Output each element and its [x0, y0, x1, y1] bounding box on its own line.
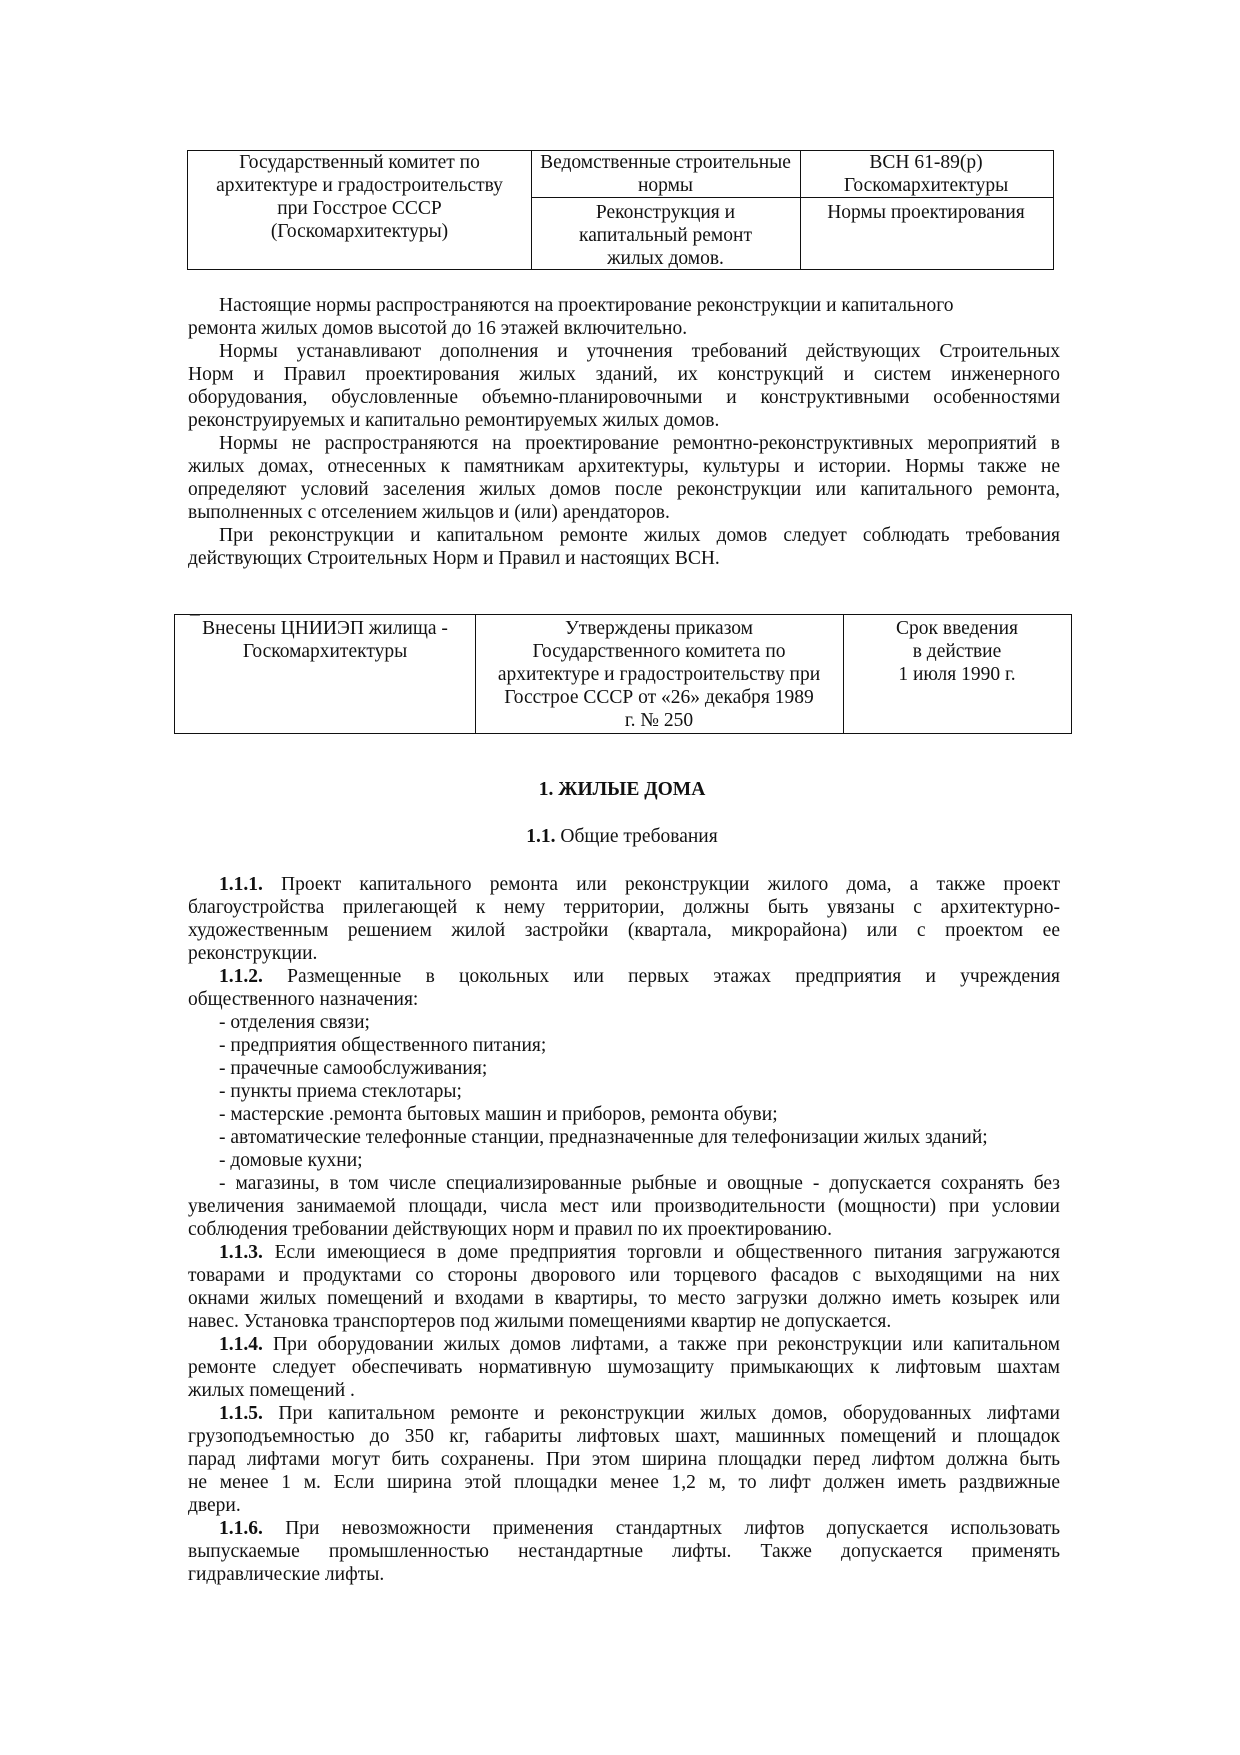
cell-line: Реконструкция и	[595, 202, 736, 223]
clause-1-1-5	[188, 1402, 1060, 1517]
text-line: - прачечные самообслуживания;	[219, 1058, 488, 1079]
text-line: определяют условий заселения жилых домов после реконструкции или капитального ремонта,	[188, 479, 1060, 500]
body-text	[188, 873, 1060, 1586]
text-line: - мастерские .ремонта бытовых машин и приборов, ремонта обуви;	[219, 1104, 778, 1125]
clause-number: 1.1.4.	[219, 1334, 263, 1355]
text-line: действующих Строительных Норм и Правил и настоящих ВСН.	[188, 548, 720, 569]
text-line	[188, 1333, 1060, 1356]
approval-table	[174, 614, 1072, 734]
header-table	[187, 150, 1054, 270]
cell-line: 1 июля 1990 г.	[898, 664, 1016, 685]
text-line: соблюдения требовании действующих норм и правил по их проектированию.	[188, 1219, 832, 1240]
cell-line: г. № 250	[624, 710, 694, 731]
paragraph	[188, 432, 1060, 524]
text-line: художественным решением жилой застройки (квартала, микрорайона) или с проектом ее	[188, 920, 1060, 941]
text-line: жилых помещений .	[188, 1380, 355, 1401]
clause-1-1-2	[188, 965, 1060, 1011]
cell-line: Срок введения	[896, 618, 1018, 639]
clause-number: 1.1.5.	[219, 1403, 263, 1424]
text-line: выпускаемые промышленностью нестандартные лифты. Также допускается применять	[188, 1541, 1060, 1562]
cell-line: Государственного комитета по	[532, 641, 786, 662]
header-doc-type-cell	[531, 151, 800, 197]
header-code-cell	[800, 151, 1052, 197]
text-line	[188, 965, 1060, 988]
approved-by-cell	[475, 617, 843, 732]
text-line: реконструкции.	[188, 943, 318, 964]
subsection-number: 1.1.	[526, 826, 556, 847]
text-line: грузоподъемностью до 350 кг, габариты лифтовых шахт, машинных помещений и площадок	[188, 1426, 1060, 1447]
text-line: не менее 1 м. Если ширина этой площадки менее 1,2 м, то лифт должен иметь раздвижные	[188, 1472, 1060, 1493]
separator-mark: _	[190, 597, 200, 618]
text-line: выполненных с отселением жильцов и (или) арендаторов.	[188, 502, 670, 523]
cell-line: Нормы проектирования	[827, 202, 1025, 223]
text-line: - пункты приема стеклотары;	[219, 1081, 462, 1102]
text-line	[188, 1241, 1060, 1264]
header-subject-cell	[531, 201, 800, 270]
subsection-title	[0, 825, 1240, 848]
subsection-label: Общие требования	[555, 826, 718, 847]
text-line: увеличения занимаемой площади, числа мест или производительности (мощности) при условии	[188, 1196, 1060, 1217]
cell-line: Госкомархитектуры	[242, 641, 408, 662]
cell-line: Госкомархитектуры	[843, 175, 1009, 196]
text-line: - предприятия общественного питания;	[219, 1035, 547, 1056]
clause-1-1-1	[188, 873, 1060, 965]
clause-text: При оборудовании жилых домов лифтами, а также при реконструкции или капитальном	[262, 1334, 1060, 1355]
cell-line: нормы	[637, 175, 694, 196]
clause-number: 1.1.2.	[219, 966, 263, 987]
clause-text: Проект капитального ремонта или реконструкции жилого дома, а также проект	[262, 874, 1060, 895]
text-line: - магазины, в том числе специализированные рыбные и овощные - допускается сохранять без	[219, 1173, 1060, 1194]
text-line: - отделения связи;	[219, 1012, 370, 1033]
text-line: жилых домах, отнесенных к памятникам архитектуры, культуры и истории. Нормы также не	[188, 456, 1060, 477]
cell-line: капитальный ремонт	[579, 225, 752, 246]
paragraph	[188, 1057, 1060, 1080]
paragraph	[188, 1149, 1060, 1172]
clause-number: 1.1.6.	[219, 1518, 263, 1539]
paragraph	[188, 294, 1060, 340]
text-line: парад лифтами могут бить сохранены. При этом ширина площадки перед лифтом должна быть	[188, 1449, 1060, 1470]
text-line: гидравлические лифты.	[188, 1564, 385, 1585]
submitted-by-cell	[175, 617, 475, 663]
text-line: Нормы устанавливают дополнения и уточнения требований действующих Строительных	[219, 341, 1060, 362]
section-title: 1. ЖИЛЫЕ ДОМА	[538, 779, 706, 800]
paragraph	[188, 1034, 1060, 1057]
paragraph	[188, 1126, 1060, 1149]
clause-number: 1.1.1.	[219, 874, 263, 895]
clause-number: 1.1.3.	[219, 1242, 263, 1263]
text-line: реконструируемых и капитально ремонтируемых жилых домов.	[188, 410, 720, 431]
cell-line: Внесены ЦНИИЭП жилища -	[202, 618, 448, 639]
cell-line: Государственный комитет по	[239, 152, 480, 173]
text-line: навес. Установка транспортеров под жилыми помещениями квартир не допускается.	[188, 1311, 892, 1332]
text-line: При реконструкции и капитальном ремонте жилых домов следует соблюдать требования	[219, 525, 1060, 546]
effective-date-cell	[843, 617, 1071, 686]
cell-line: архитектуре и градостроительству	[216, 175, 503, 196]
paragraph	[188, 1103, 1060, 1126]
clause-text: При невозможности применения стандартных лифтов допускается использовать	[262, 1518, 1060, 1539]
paragraph	[188, 524, 1060, 570]
text-line: двери.	[188, 1495, 241, 1516]
clause-text: Если имеющиеся в доме предприятия торговли и общественного питания загружаются	[262, 1242, 1060, 1263]
clause-1-1-3	[188, 1241, 1060, 1333]
clause-1-1-4	[188, 1333, 1060, 1402]
cell-line: (Госкомархитектуры)	[270, 221, 449, 242]
text-line: окнами жилых помещений и входами в квартиры, то место загрузки должно иметь козырек или	[188, 1288, 1060, 1309]
text-line: товарами и продуктами со стороны дворового или торцевого фасадов с выходящими на них	[188, 1265, 1060, 1286]
text-line: Настоящие нормы распространяются на проектирование реконструкции и капитального	[219, 295, 954, 316]
text-line	[188, 1402, 1060, 1425]
cell-line: в действие	[912, 641, 1002, 662]
cell-line: ВСН 61-89(р)	[869, 152, 983, 173]
cell-line: Утверждены приказом	[564, 618, 754, 639]
text-line: ремонта жилых домов высотой до 16 этажей включительно.	[188, 318, 688, 339]
text-line: Нормы не распространяются на проектирование ремонтно-реконструктивных мероприятий в	[219, 433, 1060, 454]
text-line: ремонте следует обеспечивать нормативную шумозащиту примыкающих к лифтовым шахтам	[188, 1357, 1060, 1378]
text-line: - автоматические телефонные станции, предназначенные для телефонизации жилых зданий;	[219, 1127, 988, 1148]
text-line: - домовые кухни;	[219, 1150, 363, 1171]
cell-line: архитектуре и градостроительству при	[497, 664, 821, 685]
text-line: Норм и Правил проектирования жилых зданий, их конструкций и систем инженерного	[188, 364, 1060, 385]
paragraph	[188, 1011, 1060, 1034]
text-line	[188, 1517, 1060, 1540]
paragraph	[188, 1172, 1060, 1241]
cell-line: Ведомственные строительные	[540, 152, 791, 173]
paragraph	[188, 340, 1060, 432]
cell-line: Госстрое СССР от «26» декабря 1989	[504, 687, 814, 708]
header-org-cell	[188, 151, 531, 243]
paragraph	[188, 1080, 1060, 1103]
clause-1-1-6	[188, 1517, 1060, 1586]
clause-text: Размещенные в цокольных или первых этажах предприятия и учреждения	[262, 966, 1060, 987]
cell-line: жилых домов.	[607, 248, 724, 269]
text-line: оборудования, обусловленные объемно-планировочными и конструктивными особенностями	[188, 387, 1060, 408]
intro-text	[188, 294, 1060, 570]
text-line	[188, 873, 1060, 896]
cell-line: при Госстрое СССР	[277, 198, 442, 219]
header-category-cell	[800, 201, 1052, 224]
clause-text: При капитальном ремонте и реконструкции жилых домов, оборудованных лифтами	[262, 1403, 1060, 1424]
text-line: благоустройства прилегающей к нему территории, должны быть увязаны с архитектурно-	[188, 897, 1060, 918]
text-line: общественного назначения:	[188, 989, 419, 1010]
